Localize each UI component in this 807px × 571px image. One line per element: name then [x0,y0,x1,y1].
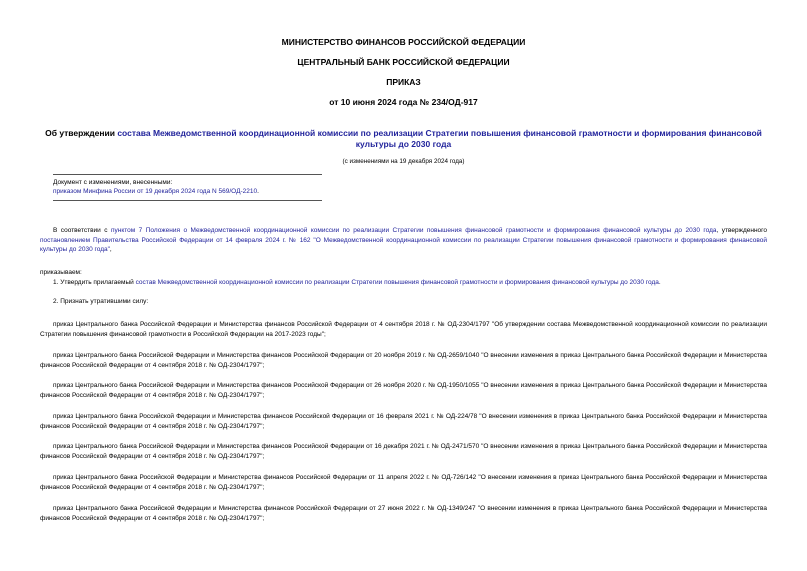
repealed-order-item: приказ Центрального банка Российской Федерации и Министерства финансов Российской Федерации от 20 ноября 2019 г. № ОД-2659/1040 "О внесении изменения в приказ Центрального банка Российской Федерации и Министерства финансов Российской Федерации от 4 сентября 2018 г. № ОД-2304/1797"; [40,352,767,369]
order-word: приказываем: [40,269,82,276]
changes-box-top-divider [53,174,322,175]
item1-text-1: 1. Утвердить прилагаемый [53,279,136,286]
repealed-order-item: приказ Центрального банка Российской Федерации и Министерства финансов Российской Федерации от 11 апреля 2022 г. № ОД-726/142 "О внесении изменения в приказ Центрального банка Российской Федерации и Министерства финансов Российской Федерации от 4 сентября 2018 г. № ОД-2304/1797"; [40,474,767,491]
commission-composition-link[interactable]: состав Межведомственной координационной комиссии по реализации Стратегии повышения финансовой грамотности и формирования финансовой культуры до 2030 года [135,279,659,286]
changes-box-bottom-divider [53,200,322,201]
subject-link[interactable]: состава Межведомственной координационной комиссии по реализации Стратегии повышения финансовой грамотности и формирования финансовой культуры до 2030 года [117,128,762,149]
bank-heading: ЦЕНТРАЛЬНЫЙ БАНК РОССИЙСКОЙ ФЕДЕРАЦИИ [297,57,510,67]
order-item-2: 2. Признать утратившими силу: [53,298,149,305]
preamble-text-3: , [109,246,112,253]
amendments-note: (с изменениями на 19 декабря 2024 года) [342,158,465,165]
date-number-heading: от 10 июня 2024 года № 234/ОД-917 [329,97,478,107]
ministry-heading: МИНИСТЕРСТВО ФИНАНСОВ РОССИЙСКОЙ ФЕДЕРАЦИИ [281,37,526,47]
item1-text-2: . [658,279,661,286]
changes-box-suffix: . [257,188,259,195]
subject-prefix: Об утверждении [45,128,118,138]
repealed-order-item: приказ Центрального банка Российской Федерации и Министерства финансов Российской Федерации от 27 июня 2022 г. № ОД-1349/247 "О внесении изменения в приказ Центрального банка Российской Федерации и Министерства финансов Российской Федерации от 4 сентября 2018 г. № ОД-2304/1797"; [40,505,767,522]
government-decree-link[interactable]: постановлением Правительства Российской Федерации от 14 февраля 2024 г. № 162 "О Межведомственной координационной комиссии по реализации Стратегии повышения финансовой грамотности и формирования финансовой культуры до 2030 года" [40,236,767,253]
repealed-order-item: приказ Центрального банка Российской Федерации и Министерства финансов Российской Федерации от 26 ноября 2020 г. № ОД-1950/1055 "О внесении изменения в приказ Центрального банка Российской Федерации и Министерства финансов Российской Федерации от 4 сентября 2018 г. № ОД-2304/1797"; [40,382,767,399]
repealed-order-item: приказ Центрального банка Российской Федерации и Министерства финансов Российской Федерации от 4 сентября 2018 г. № ОД-2304/1797 "Об утверждении состава Межведомственной координационной комиссии по реализации Стратегии повышения финансовой грамотности в Российской Федерации на 2017-2023 годы"; [40,321,767,338]
preamble-text-1: В соответствии с [53,227,111,234]
repealed-order-item: приказ Центрального банка Российской Федерации и Министерства финансов Российской Федерации от 16 декабря 2021 г. № ОД-2471/570 "О внесении изменения в приказ Центрального банка Российской Федерации и Министерства финансов Российской Федерации от 4 сентября 2018 г. № ОД-2304/1797"; [40,443,767,460]
repealed-order-item: приказ Центрального банка Российской Федерации и Министерства финансов Российской Федерации от 16 февраля 2021 г. № ОД-224/78 "О внесении изменения в приказ Центрального банка Российской Федерации и Министерства финансов Российской Федерации от 4 сентября 2018 г. № ОД-2304/1797"; [40,413,767,430]
preamble-text-2: , утвержденного [716,227,768,234]
subject-title [40,128,767,150]
amending-order-link[interactable]: приказом Минфина России от 19 декабря 2024 года N 569/ОД-2210 [53,188,258,195]
preamble-paragraph [40,226,767,255]
regulation-point-link[interactable]: пунктом 7 Положения о Межведомственной координационной комиссии по реализации Стратегии повышения финансовой грамотности и формирования финансовой культуры до 2030 года [110,227,717,234]
order-item-1 [40,278,767,288]
changes-box-entry [53,187,259,196]
changes-box-title: Документ с изменениями, внесенными: [53,179,173,186]
doc-type-heading: ПРИКАЗ [386,77,421,87]
